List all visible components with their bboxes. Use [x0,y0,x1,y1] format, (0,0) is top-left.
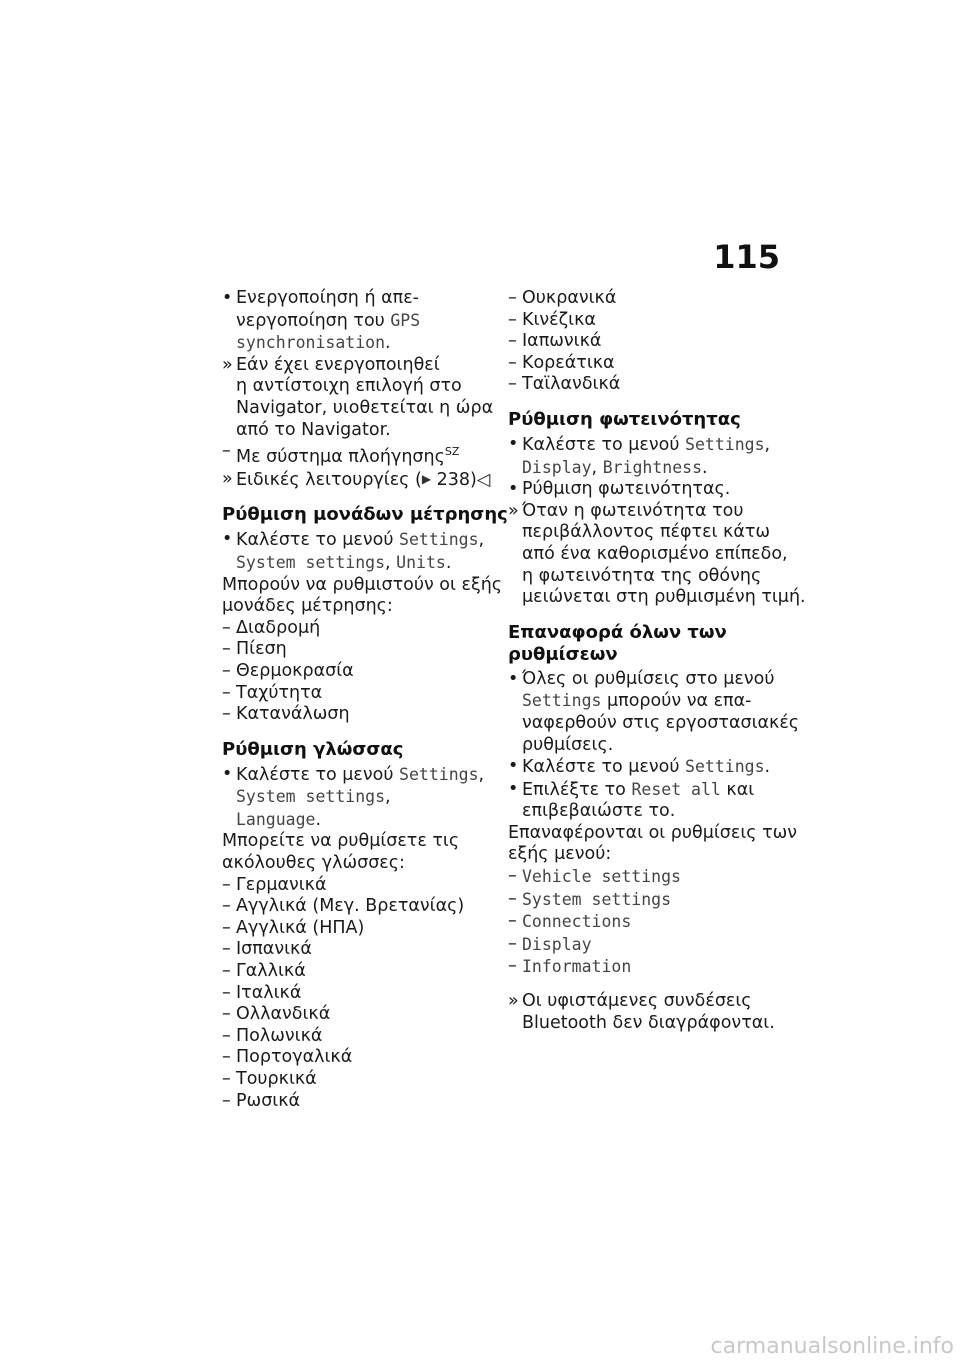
section-heading-reset-cont: ρυθμίσεων [508,643,618,665]
list-item: – Γερμανικά [222,874,327,895]
list-item: – Αγγλικά (Μεγ. Βρετανίας) [222,896,465,917]
dash-marker: – [222,441,231,462]
page-number: 115 [713,238,780,276]
menu-term: Units [396,552,446,572]
section-heading-units: Ρύθμιση μονάδων μέτρησης [222,504,508,526]
bullet-marker: • [222,529,233,550]
option-superscript: SZ [444,445,460,459]
menu-term: Settings [399,530,479,550]
bullet-marker: • [508,433,519,454]
list-item: – Ταχύτητα [222,682,323,703]
list-item: – Information [508,956,632,977]
dash-item: – Με σύστημα πλοήγησης$^{SZ}$ [222,441,460,468]
list-item: – Ιαπωνικά [508,331,602,352]
list-item: – Κορεάτικα [508,352,615,373]
list-item: – Ισπανικά [222,939,312,960]
list-item: – Πίεση [222,639,287,660]
list-item: – Κατανάλωση [222,704,350,725]
bullet-marker: • [508,479,519,500]
list-item: – Connections [508,911,632,932]
menu-term: GPS [390,310,421,330]
menu-term: Settings [685,434,765,454]
menu-term: Brightness [602,457,703,477]
list-item: – Θερμοκρασία [222,660,354,681]
bullet-marker: • [508,668,519,689]
menu-term: Settings [685,757,765,777]
page-reference-arrow-icon: ▶ [421,471,432,486]
section-heading-brightness: Ρύθμιση φωτεινότητας [508,408,741,430]
list-item: – System settings [508,888,672,909]
bullet-item: • Επιλέξτε το Reset all και [508,778,755,800]
list-item: – Ουκρανικά [508,288,617,308]
bullet-item: • Καλέστε το μενού Settings, [222,529,485,551]
list-item: – Τουρκικά [222,1069,317,1089]
list-item: – Αγγλικά (ΗΠΑ) [222,917,365,938]
menu-term: System settings [236,787,386,807]
bullet-item: • Καλέστε το μενού Settings, [508,433,771,455]
result-item: » Εάν έχει ενεργοποιηθεί [222,354,440,375]
list-item: – Πολωνικά [222,1025,323,1046]
list-item: – Display [508,933,592,954]
list-item: – Ταϊλανδικά [508,374,621,395]
menu-term: System settings [236,552,386,572]
page-reference: 238) [436,469,477,490]
section-heading-reset: Επαναφορά όλων των [508,621,727,643]
result-item: » Ειδικές λειτουργίες (▶ 238)◁ [222,468,491,490]
menu-term: Display [522,457,592,477]
right-column: – Ουκρανικά – Κινέζικα – Ιαπωνικά – Κορεάτικα – Ταϊλανδικά Ρύθμιση φωτεινότητας • Καλέστε το μενού Settings, Display, Brightness. • Ρύθμιση φωτεινότητας. » Όταν η φωτεινότητα του περιβάλλοντος πέφτει κάτω από ένα καθορισμένο επίπεδο, η φωτεινότητα της οθόνης μειώνεται στη ρυθμισμένη τιμή. Επαναφορά όλων των ρυθμίσεων • Όλες οι ρυθμίσεις στο μενού Settings μπορούν να επα- ναφερθούν στις εργοστασιακές ρυθμίσεις. • Καλέστε το μενού Settings. • Επιλέξτε το Reset all και επιβεβαιώστε το. Επαναφέρονται οι ρυθμίσεις των εξής μενού: – Vehicle settings – System settings – Connections – Display – Information » Οι υφιστάμενες συνδέσεις Bluetooth δεν διαγράφονται. [508,288,806,1033]
list-item: – Γαλλικά [222,961,306,982]
result-marker: » [508,500,519,521]
bullet-item: • Καλέστε το μενού Settings. [508,756,771,778]
list-item: – Ρωσικά [222,1090,301,1111]
list-item: – Ιταλικά [222,982,302,1003]
menu-term: Settings [522,691,602,711]
bullet-item: • Καλέστε το μενού Settings, [222,763,485,785]
bullet-marker: • [508,756,519,777]
result-marker: » [508,991,519,1012]
list-item: – Κινέζικα [508,309,596,330]
left-column: • Ενεργοποίηση ή απε- νεργοποίηση του GPS synchronisation. » Εάν έχει ενεργοποιηθεί η αντίστοιχη επιλογή στο Navigator, υιοθετείται η ώρα από το Navigator. – Με σύστημα πλοήγησης$^{SZ}$ » Ειδικές λειτουργίες (▶ 238)◁ Ρύθμιση μονάδων μέτρησης • Καλέστε το μενού Settings, System settings, Units. Μπορούν να ρυθμιστούν οι εξής μονάδες μέτρησης: – Διαδρομή – Πίεση – Θερμοκρασία – Ταχύτητα – Κατανάλωση Ρύθμιση γλώσσας • Καλέστε το μενού Settings, System settings, Language. Μπορείτε να ρυθμίσετε τις ακόλουθες γλώσσες: – Γερμανικά – Αγγλικά (Μεγ. Βρετανίας) – Αγγλικά (ΗΠΑ) – Ισπανικά – Γαλλικά – Ιταλικά – Ολλανδικά – Πολωνικά – Πορτογαλικά – Τουρκικά – Ρωσικά [222,288,508,1111]
bullet-item: • Όλες οι ρυθμίσεις στο μενού [508,668,775,689]
result-item: » Οι υφιστάμενες συνδέσεις [508,991,752,1012]
bullet-marker: • [508,778,519,799]
result-marker: » [222,468,233,489]
bullet-marker: • [222,288,233,308]
list-item: – Vehicle settings [508,866,681,887]
menu-term: Language [236,809,316,829]
menu-term: Settings [399,764,479,784]
section-heading-language: Ρύθμιση γλώσσας [222,738,404,760]
list-item: – Διαδρομή [222,617,321,638]
menu-term: Reset all [631,779,721,799]
watermark: carmanualsonline.info [710,1334,954,1359]
end-of-section-icon: ◁ [476,469,491,490]
result-marker: » [222,354,233,375]
list-item: – Πορτογαλικά [222,1047,353,1068]
result-item: » Όταν η φωτεινότητα του [508,500,744,521]
menu-term: synchronisation [236,333,386,353]
bullet-item: • Ενεργοποίηση ή απε- [222,288,419,308]
bullet-item: • Ρύθμιση φωτεινότητας. [508,479,731,500]
bullet-marker: • [222,763,233,784]
list-item: – Ολλανδικά [222,1004,331,1025]
